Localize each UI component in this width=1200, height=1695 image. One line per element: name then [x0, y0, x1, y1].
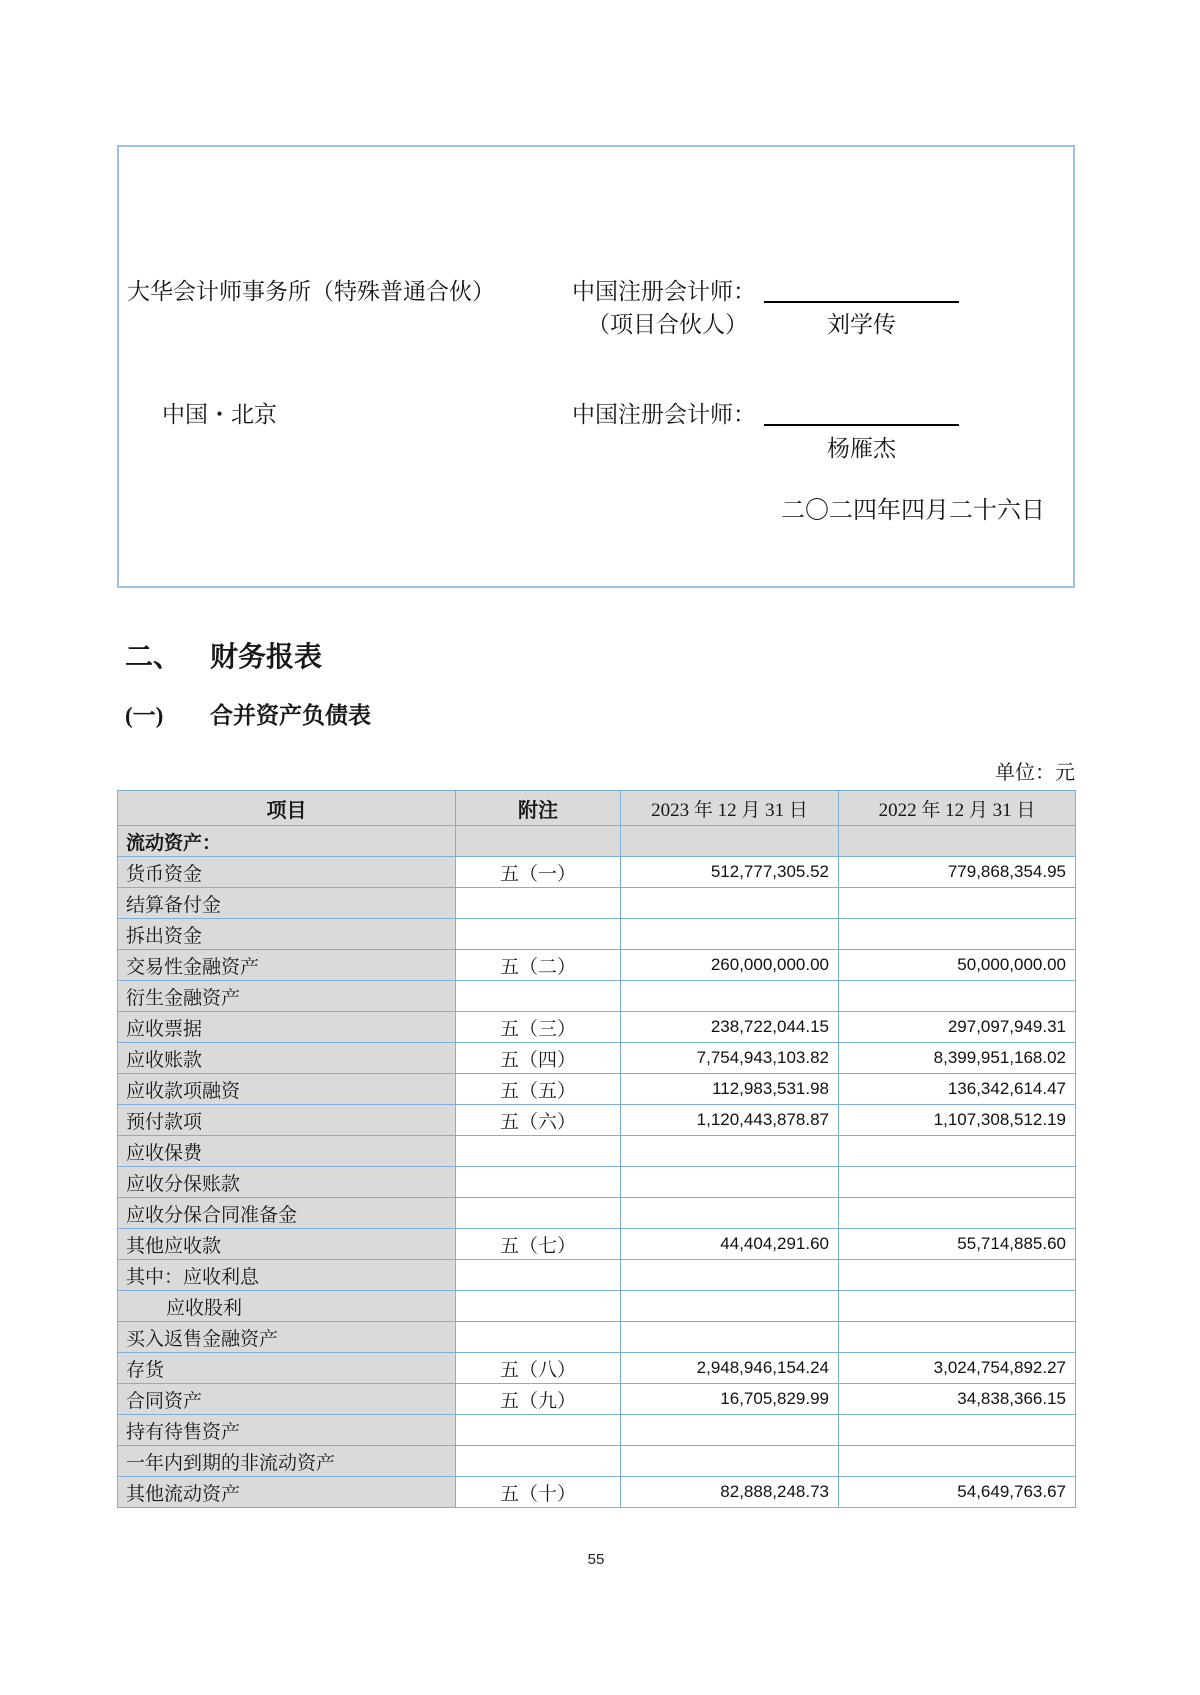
item-cell: 应收款项融资 [118, 1074, 456, 1105]
item-cell: 拆出资金 [118, 919, 456, 950]
value-2023-cell [621, 826, 839, 857]
note-cell: 五（八） [456, 1353, 621, 1384]
value-2023-cell: 1,120,443,878.87 [621, 1105, 839, 1136]
value-2022-cell [839, 826, 1076, 857]
value-2022-cell [839, 1291, 1076, 1322]
note-cell [456, 1136, 621, 1167]
balance-sheet-table [117, 790, 1076, 1508]
table-row [118, 950, 1076, 981]
note-cell [456, 1260, 621, 1291]
value-2023-cell [621, 888, 839, 919]
item-cell: 应收保费 [118, 1136, 456, 1167]
partner-note: （项目合伙人） [587, 312, 748, 337]
note-cell [456, 1446, 621, 1477]
value-2023-cell [621, 1291, 839, 1322]
value-2022-cell: 54,649,763.67 [839, 1477, 1076, 1508]
note-cell [456, 826, 621, 857]
table-row [118, 1322, 1076, 1353]
auditor-signature-box [117, 145, 1075, 588]
value-2023-cell [621, 919, 839, 950]
table-row [118, 1229, 1076, 1260]
audit-firm-name: 大华会计师事务所（特殊普通合伙） [127, 279, 495, 304]
cpa-label-2: 中国注册会计师： [572, 402, 756, 427]
item-cell: 一年内到期的非流动资产 [118, 1446, 456, 1477]
item-cell: 其他应收款 [118, 1229, 456, 1260]
item-cell: 其他流动资产 [118, 1477, 456, 1508]
balance-sheet-body [118, 826, 1076, 1508]
section-title: 财务报表 [210, 642, 323, 673]
header-item: 项目 [118, 791, 456, 826]
value-2022-cell [839, 919, 1076, 950]
table-row [118, 1260, 1076, 1291]
table-row [118, 1043, 1076, 1074]
table-row [118, 1384, 1076, 1415]
signature-line-2 [764, 400, 959, 426]
firm-location: 中国・北京 [162, 402, 277, 427]
value-2022-cell [839, 1198, 1076, 1229]
value-2022-cell [839, 1415, 1076, 1446]
table-row [118, 1012, 1076, 1043]
table-row [118, 888, 1076, 919]
note-cell: 五（五） [456, 1074, 621, 1105]
note-cell: 五（三） [456, 1012, 621, 1043]
note-cell: 五（十） [456, 1477, 621, 1508]
value-2022-cell: 34,838,366.15 [839, 1384, 1076, 1415]
table-row [118, 981, 1076, 1012]
value-2023-cell [621, 1136, 839, 1167]
note-cell [456, 919, 621, 950]
value-2023-cell: 112,983,531.98 [621, 1074, 839, 1105]
value-2023-cell: 512,777,305.52 [621, 857, 839, 888]
unit-label: 单位：元 [995, 762, 1075, 784]
note-cell: 五（九） [456, 1384, 621, 1415]
report-date: 二〇二四年四月二十六日 [781, 498, 1045, 524]
item-cell: 衍生金融资产 [118, 981, 456, 1012]
value-2023-cell: 2,948,946,154.24 [621, 1353, 839, 1384]
table-row [118, 1415, 1076, 1446]
note-cell: 五（二） [456, 950, 621, 981]
table-row [118, 1198, 1076, 1229]
item-cell: 其中：应收利息 [118, 1260, 456, 1291]
value-2022-cell: 136,342,614.47 [839, 1074, 1076, 1105]
subsection-number: (一) [125, 703, 164, 728]
value-2022-cell [839, 888, 1076, 919]
page-number: 55 [587, 1551, 605, 1568]
table-row [118, 1105, 1076, 1136]
table-row [118, 1353, 1076, 1384]
note-cell: 五（七） [456, 1229, 621, 1260]
value-2023-cell [621, 1198, 839, 1229]
item-cell: 交易性金融资产 [118, 950, 456, 981]
value-2023-cell: 260,000,000.00 [621, 950, 839, 981]
value-2022-cell: 8,399,951,168.02 [839, 1043, 1076, 1074]
signer-name-2: 杨雁杰 [827, 436, 896, 461]
value-2023-cell: 44,404,291.60 [621, 1229, 839, 1260]
table-row [118, 1446, 1076, 1477]
table-row [118, 1477, 1076, 1508]
value-2023-cell: 82,888,248.73 [621, 1477, 839, 1508]
item-cell: 买入返售金融资产 [118, 1322, 456, 1353]
note-cell [456, 981, 621, 1012]
value-2022-cell [839, 981, 1076, 1012]
value-2022-cell [839, 1446, 1076, 1477]
value-2022-cell: 779,868,354.95 [839, 857, 1076, 888]
value-2022-cell [839, 1136, 1076, 1167]
section-number: 二、 [125, 642, 182, 673]
note-cell [456, 1322, 621, 1353]
value-2022-cell: 50,000,000.00 [839, 950, 1076, 981]
table-row [118, 1074, 1076, 1105]
value-2022-cell [839, 1260, 1076, 1291]
table-row [118, 1167, 1076, 1198]
signer-name-1: 刘学传 [827, 312, 896, 337]
section-heading [125, 641, 322, 675]
subsection-heading [125, 701, 371, 731]
table-row [118, 1136, 1076, 1167]
value-2022-cell: 297,097,949.31 [839, 1012, 1076, 1043]
item-cell: 应收分保账款 [118, 1167, 456, 1198]
note-cell [456, 1291, 621, 1322]
header-2023: 2023 年 12 月 31 日 [621, 791, 839, 826]
value-2023-cell: 7,754,943,103.82 [621, 1043, 839, 1074]
value-2023-cell: 16,705,829.99 [621, 1384, 839, 1415]
table-row [118, 919, 1076, 950]
note-cell [456, 888, 621, 919]
item-cell: 存货 [118, 1353, 456, 1384]
item-cell: 应收票据 [118, 1012, 456, 1043]
item-cell: 流动资产： [118, 826, 456, 857]
item-cell: 应收分保合同准备金 [118, 1198, 456, 1229]
header-2022: 2022 年 12 月 31 日 [839, 791, 1076, 826]
table-row [118, 857, 1076, 888]
table-header-row [118, 791, 1076, 826]
item-cell: 持有待售资产 [118, 1415, 456, 1446]
note-cell [456, 1415, 621, 1446]
header-note: 附注 [456, 791, 621, 826]
signature-line-1 [764, 277, 959, 303]
value-2023-cell [621, 1415, 839, 1446]
note-cell: 五（一） [456, 857, 621, 888]
value-2022-cell [839, 1167, 1076, 1198]
item-cell: 应收账款 [118, 1043, 456, 1074]
item-cell: 应收股利 [118, 1291, 456, 1322]
value-2023-cell [621, 1322, 839, 1353]
value-2023-cell [621, 981, 839, 1012]
table-row [118, 826, 1076, 857]
table-row [118, 1291, 1076, 1322]
cpa-label-1: 中国注册会计师： [572, 279, 756, 304]
note-cell: 五（四） [456, 1043, 621, 1074]
value-2023-cell [621, 1260, 839, 1291]
value-2022-cell: 55,714,885.60 [839, 1229, 1076, 1260]
value-2023-cell [621, 1446, 839, 1477]
value-2023-cell: 238,722,044.15 [621, 1012, 839, 1043]
value-2022-cell [839, 1322, 1076, 1353]
subsection-title: 合并资产负债表 [210, 703, 371, 728]
value-2023-cell [621, 1167, 839, 1198]
item-cell: 预付款项 [118, 1105, 456, 1136]
note-cell: 五（六） [456, 1105, 621, 1136]
item-cell: 结算备付金 [118, 888, 456, 919]
note-cell [456, 1198, 621, 1229]
value-2022-cell: 1,107,308,512.19 [839, 1105, 1076, 1136]
note-cell [456, 1167, 621, 1198]
item-cell: 货币资金 [118, 857, 456, 888]
value-2022-cell: 3,024,754,892.27 [839, 1353, 1076, 1384]
item-cell: 合同资产 [118, 1384, 456, 1415]
